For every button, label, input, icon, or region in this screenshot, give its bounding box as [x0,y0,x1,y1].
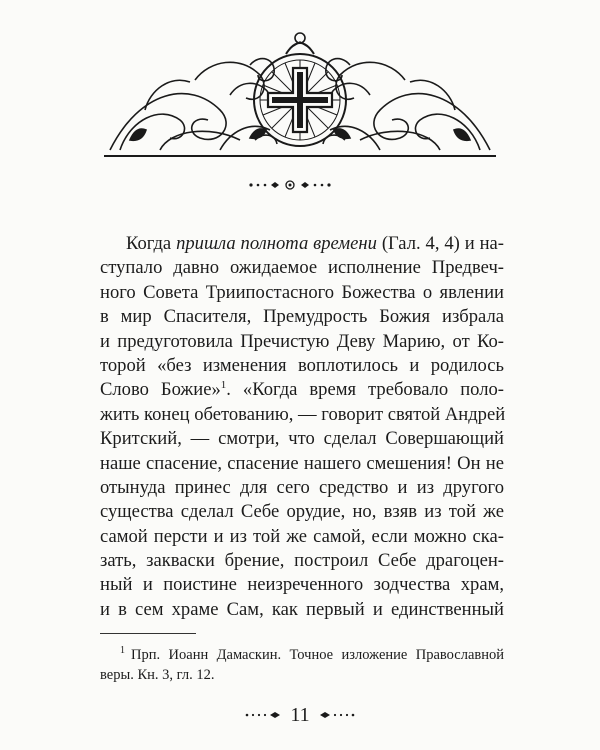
text-segment: и предуготовила Пречистую Деву Марию, от Ко- [100,330,504,352]
text-segment: . «Когда время требовало поло- [226,379,504,401]
text-line [100,378,504,402]
page-number: 11 [290,703,310,726]
text-line [100,354,504,378]
text-segment: Слово Божие» [100,379,221,401]
text-line [100,427,504,451]
page-number-block [230,700,370,730]
text-segment: и в сем храме Сам, как первый и единственный [100,598,504,620]
cross-headpiece-ornament [100,20,500,160]
text-segment: Когда [126,233,177,254]
text-line [100,500,504,524]
text-line [100,305,504,329]
text-line [100,525,504,549]
text-segment: существа сделал Себе орудие, но, взяв из той же [100,501,504,523]
text-line [100,573,504,597]
text-line [100,476,504,500]
footnote-rule [100,633,196,634]
text-segment: (Гал. 4, 4) и на- [376,233,504,254]
footnote-line-1 [100,646,504,666]
footnote-marker: 1 [120,645,125,657]
text-segment: Критский, — смотри, что сделал Совершающий [100,428,504,450]
folio-left-ornament [244,710,282,720]
text-segment: наше спасение, спасение нашего смешения! Он не [100,452,504,474]
text-segment: торой «без изменения воплотилось и родилось [100,354,504,376]
text-segment: зать, закваски брение, построил Себе драгоцен- [100,550,504,572]
footnote-line-2: веры. Кн. 3, гл. 12. [100,666,215,683]
text-line [100,598,504,622]
dotted-divider-ornament [245,177,335,193]
text-line [100,281,504,305]
text-segment: отынуда принес для сего средство и из другого [100,476,504,498]
text-segment: пришла полнота времени [176,233,377,254]
main-text [100,232,504,622]
text-segment: ный и поистине неизреченного зодчества храм, [100,574,504,596]
text-segment: самой персти и из той же самой, если можно ска- [100,525,504,547]
text-segment: ного Совета Триипостасного Божества о явлении [100,281,504,303]
folio-right-ornament [318,710,356,720]
text-line [100,403,504,427]
text-line [100,452,504,476]
footnote-text-1: Прп. Иоанн Дамаскин. Точное изложение Православной [131,647,504,663]
text-line [100,549,504,573]
text-segment: ступало давно ожидаемое исполнение Предвеч- [100,257,504,279]
footnote-reference: 1 [220,379,227,392]
text-segment: жить конец обетованию, — говорит святой Андрей [100,403,506,425]
text-line [100,330,504,354]
text-segment: в мир Спасителя, Премудрость Божия избрала [100,306,504,328]
footnote [100,646,504,685]
text-line [100,256,504,280]
text-line [100,232,504,256]
